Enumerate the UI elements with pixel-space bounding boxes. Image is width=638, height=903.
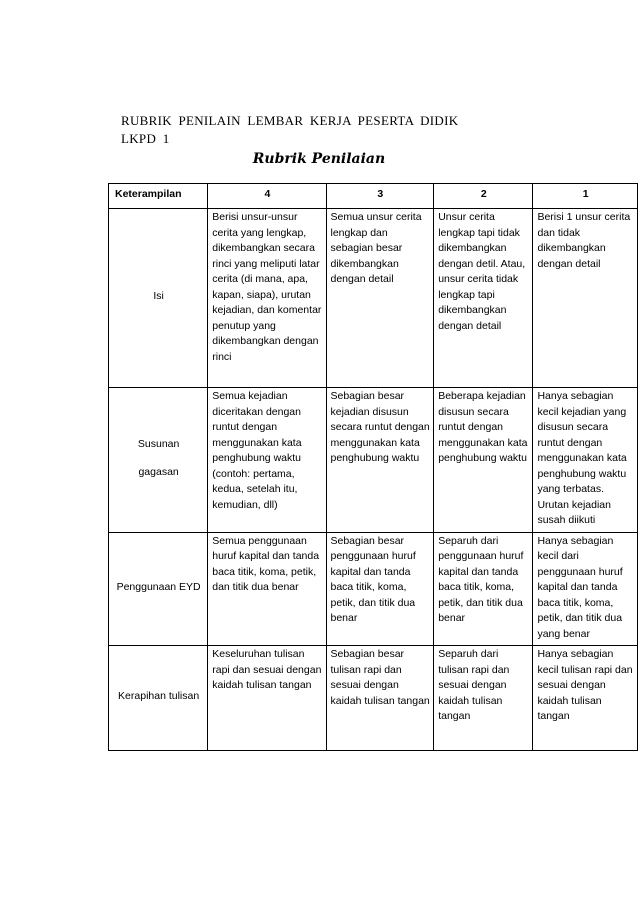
criteria-cell: Separuh dari penggunaan huruf kapital dan tanda baca titik, koma, petik, dan titik dua benar <box>434 532 533 646</box>
aspect-cell <box>109 388 208 533</box>
criteria-cell: Hanya sebagian kecil kejadian yang disusun secara runtut dengan menggunakan kata penghubung waktu yang terbatas. Urutan kejadian susah diikuti <box>533 388 638 533</box>
aspect-cell <box>109 646 208 751</box>
criteria-cell: Berisi 1 unsur cerita dan tidak dikembangkan dengan detail <box>533 209 638 388</box>
table-header-row <box>109 184 638 209</box>
header-score-2: 2 <box>434 184 533 209</box>
criteria-cell: Beberapa kejadian disusun secara runtut dengan menggunakan kata penghubung waktu <box>434 388 533 533</box>
rubric-subtitle: Rubrik Penilaian <box>252 151 386 167</box>
heading-line-2: LKPD 1 <box>121 131 170 146</box>
heading-line-1: RUBRIK PENILAIN LEMBAR KERJA PESERTA DIDIK <box>121 113 459 128</box>
aspect-label: Kerapihan tulisan <box>118 690 200 703</box>
aspect-cell <box>109 209 208 388</box>
criteria-cell: Semua kejadian diceritakan dengan runtut dengan menggunakan kata penghubung waktu (contoh: pertama, kedua, setelah itu, kemudian, dll) <box>208 388 326 533</box>
criteria-cell: Berisi unsur-unsur cerita yang lengkap, dikembangkan secara rinci yang meliputi latar cerita (di mana, apa, kapan, siapa), urutan kejadian, dan komentar penutup yang dikembangkan dengan rinci <box>208 209 326 388</box>
table-row <box>109 388 638 533</box>
criteria-cell: Semua penggunaan huruf kapital dan tanda baca titik, koma, petik, dan titik dua benar <box>208 532 326 646</box>
table-row <box>109 209 638 388</box>
aspect-label-line-2: gagasan <box>138 466 179 479</box>
criteria-cell: Keseluruhan tulisan rapi dan sesuai dengan kaidah tulisan tangan <box>208 646 326 751</box>
header-keterampilan: Keterampilan <box>109 184 208 209</box>
aspect-cell <box>109 532 208 646</box>
criteria-cell: Hanya sebagian kecil dari penggunaan huruf kapital dan tanda baca titik, koma, petik, dan titik dua yang benar <box>533 532 638 646</box>
aspect-label: Susunan <box>137 437 180 450</box>
header-score-1: 1 <box>533 184 638 209</box>
criteria-cell: Hanya sebagian kecil tulisan rapi dan sesuai dengan kaidah tulisan tangan <box>533 646 638 751</box>
rubric-table <box>108 183 638 751</box>
criteria-cell: Unsur cerita lengkap tapi tidak dikembangkan dengan detil. Atau, unsur cerita tidak lengkap tapi dikembangkan dengan detail <box>434 209 533 388</box>
criteria-cell: Sebagian besar tulisan rapi dan sesuai dengan kaidah tulisan tangan <box>326 646 434 751</box>
aspect-label: Isi <box>153 290 164 303</box>
criteria-cell: Sebagian besar kejadian disusun secara runtut dengan menggunakan kata penghubung waktu <box>326 388 434 533</box>
document-heading <box>121 112 458 148</box>
aspect-label: Penggunaan EYD <box>116 581 201 593</box>
header-score-3: 3 <box>326 184 434 209</box>
table-row <box>109 532 638 646</box>
header-score-4: 4 <box>208 184 326 209</box>
criteria-cell: Semua unsur cerita lengkap dan sebagian besar dikembangkan dengan detail <box>326 209 434 388</box>
criteria-cell: Separuh dari tulisan rapi dan sesuai dengan kaidah tulisan tangan <box>434 646 533 751</box>
table-row <box>109 646 638 751</box>
criteria-cell: Sebagian besar penggunaan huruf kapital dan tanda baca titik, koma, petik, dan titik dua benar <box>326 532 434 646</box>
